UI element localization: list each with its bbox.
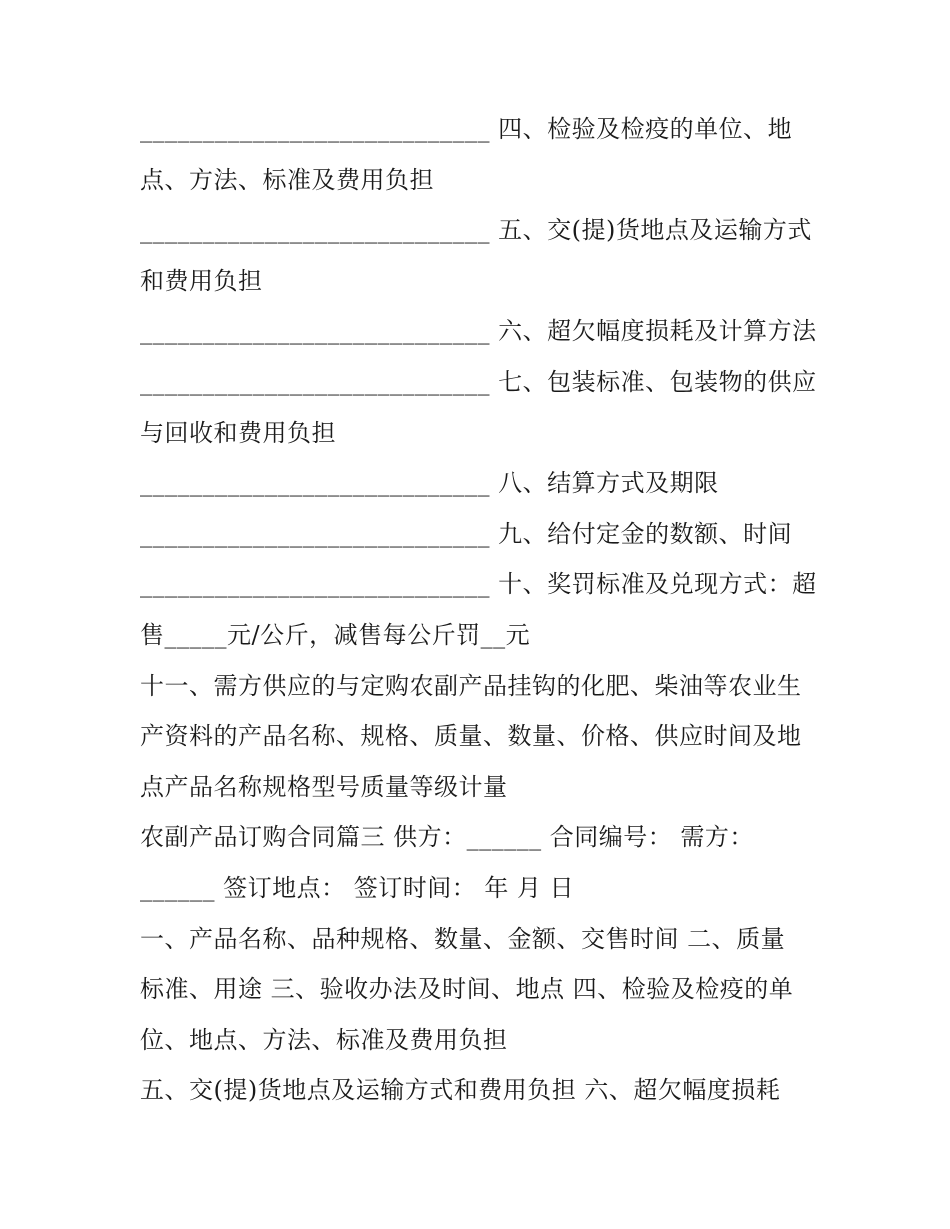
text-line: 售_____元/公斤，减售每公斤罚__元 <box>140 620 531 649</box>
text-line: 点产品名称规格型号质量等级计量 <box>140 772 508 801</box>
text-line: ____________________________ 九、给付定金的数额、时间 <box>140 519 793 548</box>
text-line: ____________________________ 八、结算方式及期限 <box>140 469 719 498</box>
text-line: 标准、用途 三、验收办法及时间、地点 四、检验及检疫的单 <box>140 975 794 1004</box>
text-line: ____________________________ 五、交(提)货地点及运输方式 <box>140 216 812 245</box>
text-line: 位、地点、方法、标准及费用负担 <box>140 1025 508 1054</box>
document-body <box>140 104 820 1116</box>
text-line: 和费用负担 <box>140 266 263 295</box>
text-line: ______ 签订地点： 签订时间： 年 月 日 <box>140 873 575 902</box>
text-line: 五、交(提)货地点及运输方式和费用负担 六、超欠幅度损耗 <box>140 1076 781 1105</box>
text-line: 十一、需方供应的与定购农副产品挂钩的化肥、柴油等农业生 <box>140 671 802 700</box>
text-line: 点、方法、标准及费用负担 <box>140 165 434 194</box>
text-line: ____________________________ 十、奖罚标准及兑现方式：超 <box>140 570 817 599</box>
text-line: 农副产品订购合同篇三 供方：______ 合同编号： 需方： <box>140 823 754 852</box>
text-line: ____________________________ 六、超欠幅度损耗及计算方法 <box>140 317 817 346</box>
text-line: ____________________________ 七、包装标准、包装物的供应 <box>140 367 817 396</box>
text-line: 产资料的产品名称、规格、质量、数量、价格、供应时间及地 <box>140 722 802 751</box>
text-line: ____________________________ 四、检验及检疫的单位、地 <box>140 115 793 143</box>
text-line: 一、产品名称、品种规格、数量、金额、交售时间 二、质量 <box>140 924 786 953</box>
text-line: 与回收和费用负担 <box>140 418 336 447</box>
